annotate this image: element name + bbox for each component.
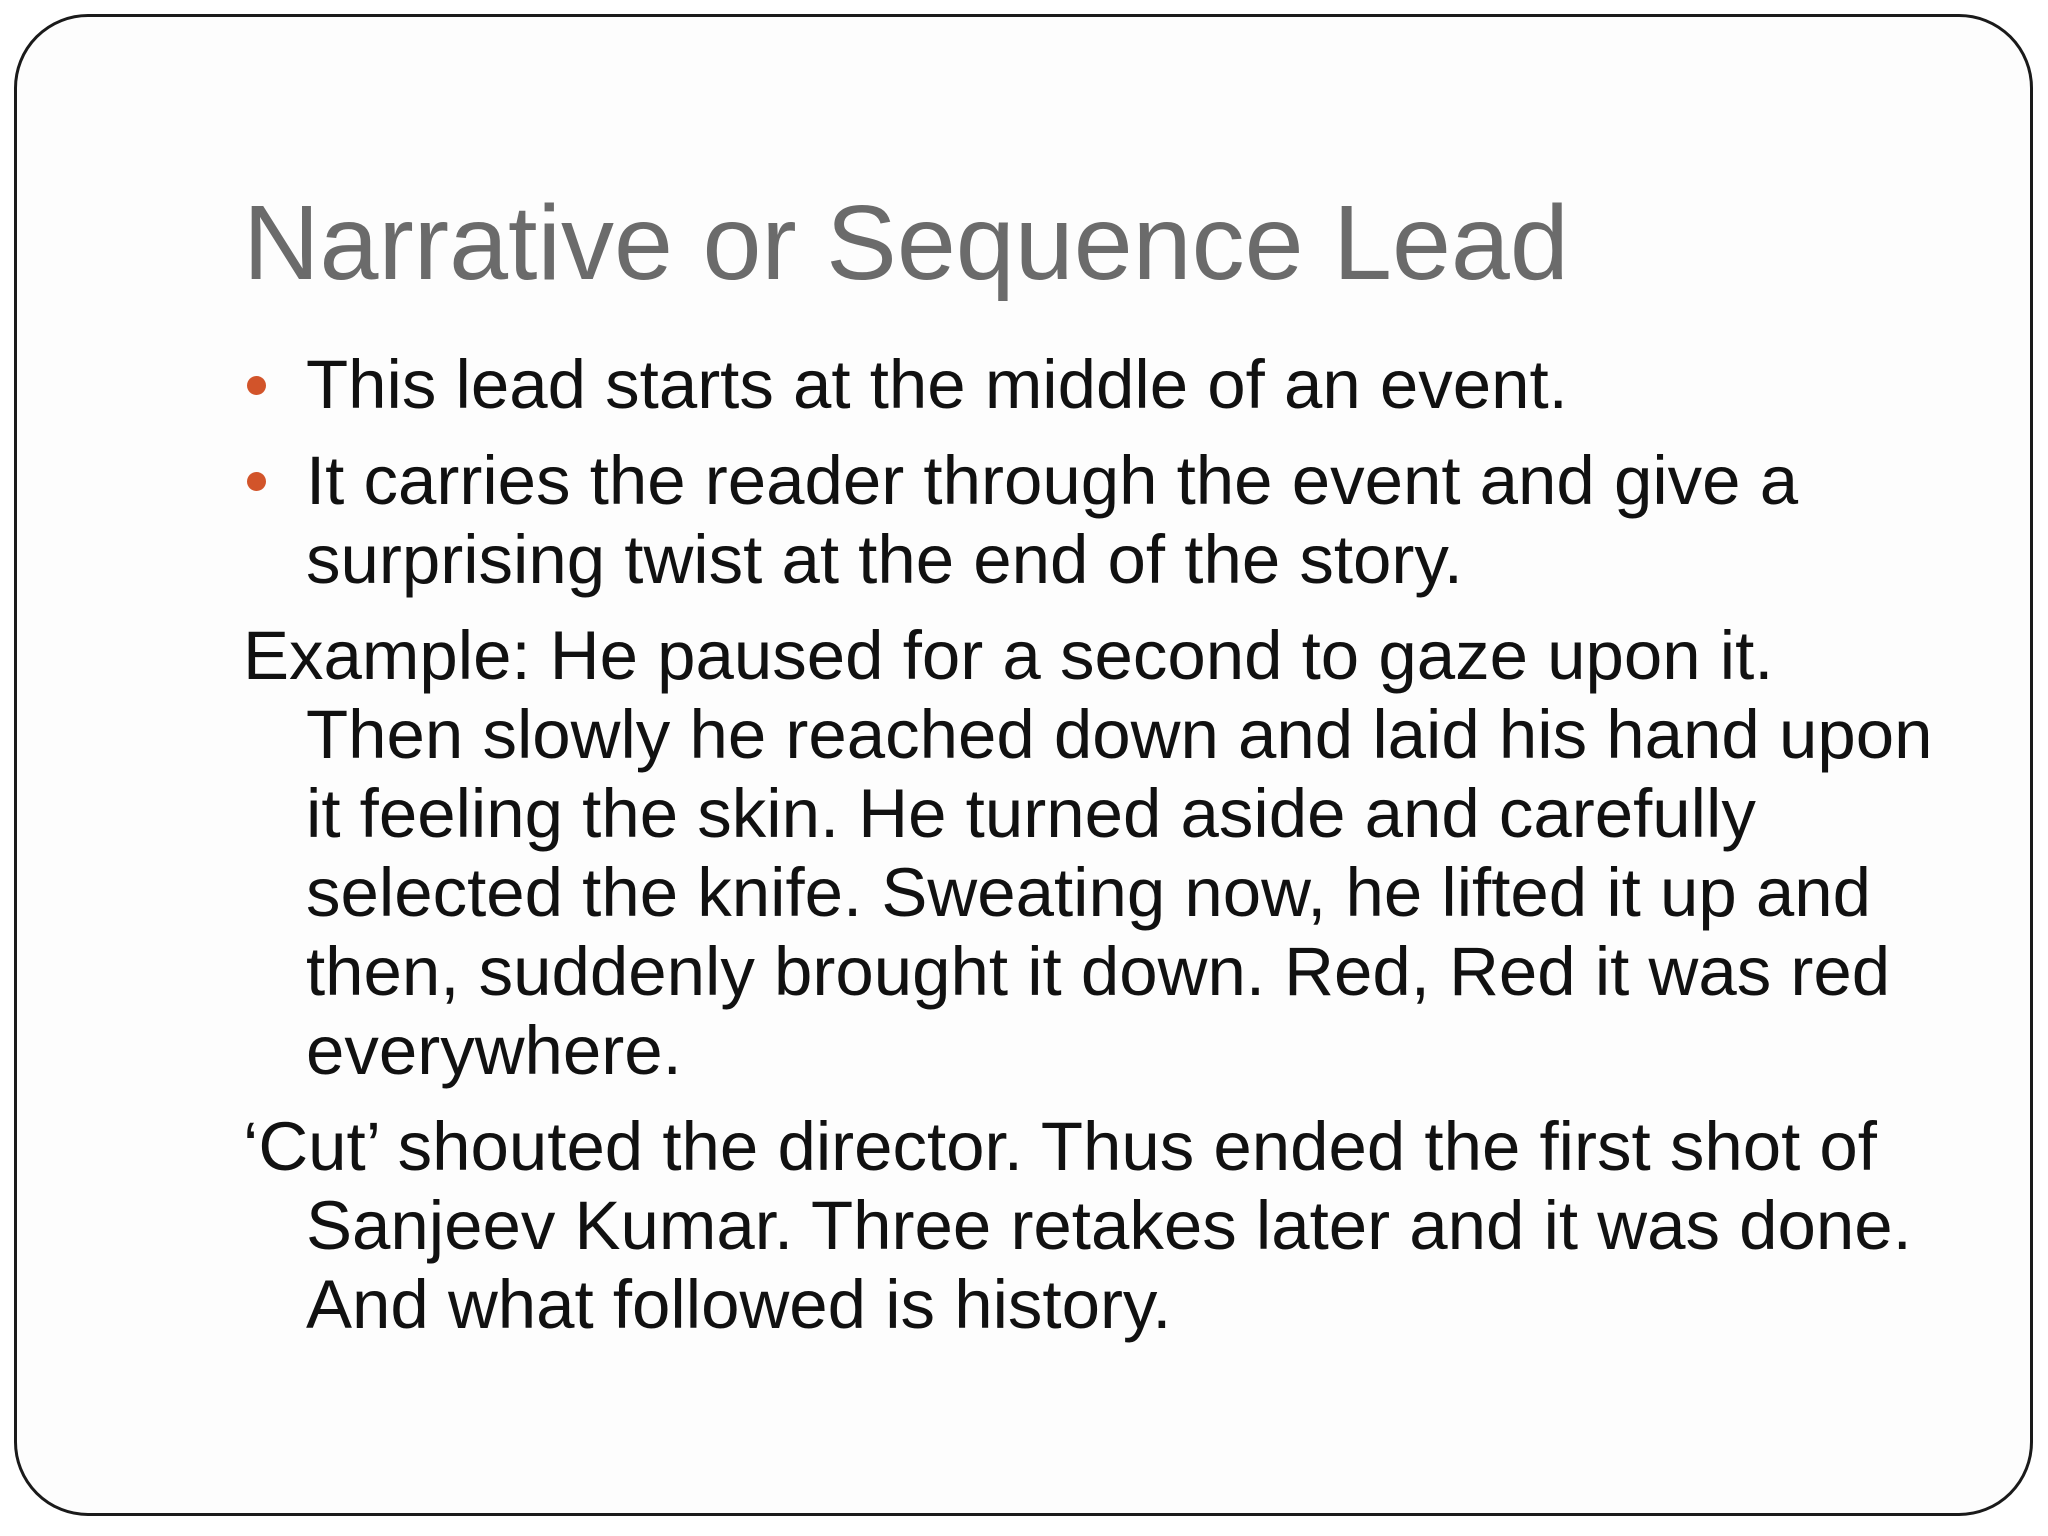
slide-body: [243, 345, 1943, 1361]
bullet-dot-icon: [247, 376, 266, 395]
bullet-item: [243, 345, 1943, 424]
bullet-text: It carries the reader through the event and give a surprising twist at the end of the story.: [306, 442, 1799, 598]
slide-title: Narrative or Sequence Lead: [243, 184, 1569, 302]
bullet-text: This lead starts at the middle of an event.: [306, 346, 1568, 423]
bullet-dot-icon: [247, 472, 266, 491]
bullet-list: [243, 345, 1943, 599]
slide-frame: [14, 14, 2033, 1516]
bullet-item: [243, 441, 1943, 599]
example-paragraph: Example: He paused for a second to gaze upon it. Then slowly he reached down and laid his hand upon it feeling the skin. He turned aside and carefully selected the knife. Sweating now, he lifted it up and then, suddenly brought it down. Red, Red it was red everywhere.: [243, 617, 1933, 1089]
closing-paragraph: ‘Cut’ shouted the director. Thus ended the first shot of Sanjeev Kumar. Three retakes later and it was done. And what followed is history.: [243, 1108, 1912, 1343]
